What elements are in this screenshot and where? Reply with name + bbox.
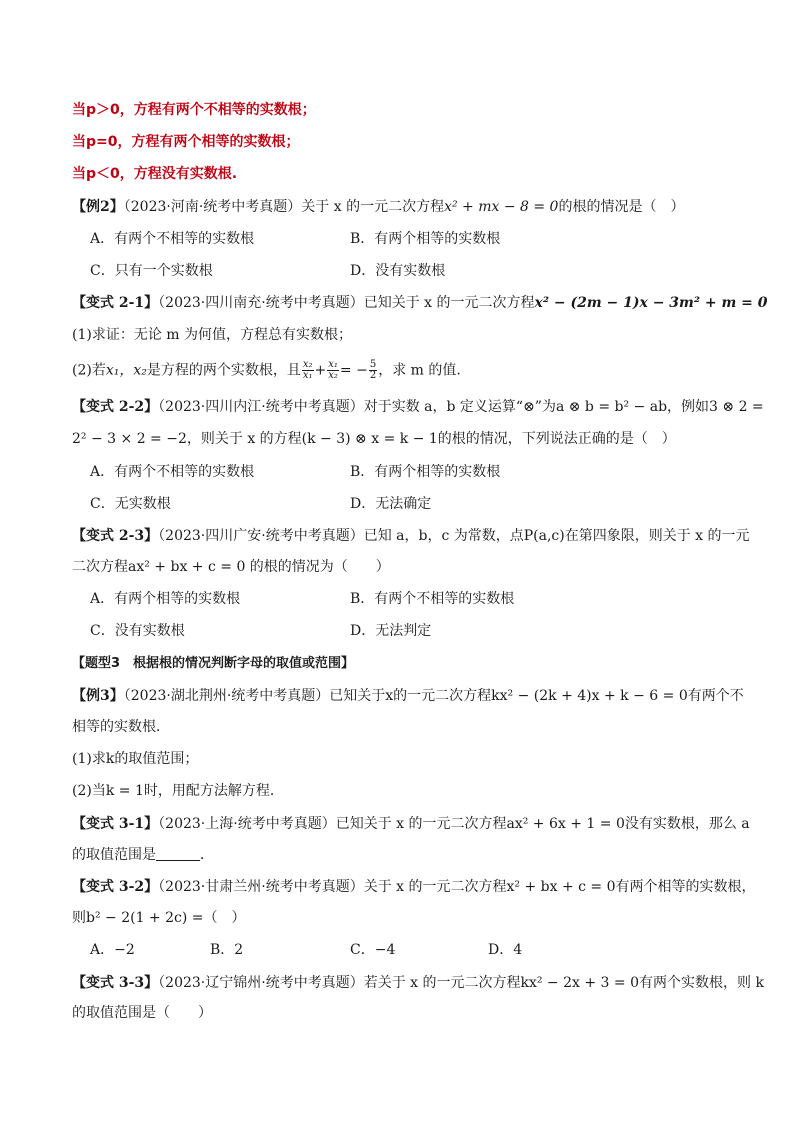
variant-2-3-line-1: （2023·四川广安·统考中考真题）已知 a，b，c 为常数，点P(a,c)在第四象限，则关于 x 的一元 bbox=[158, 528, 750, 544]
fraction-x1-over-x2: $\frac{\text{x₁}}{\text{x₂}}$ bbox=[328, 359, 338, 381]
variant-2-2-option-d[interactable]: D．无法确定 bbox=[350, 496, 432, 512]
variant-3-2-question bbox=[72, 878, 756, 896]
example-3-tag: 【例3】 bbox=[72, 688, 124, 704]
variant-2-1-part-2 bbox=[72, 360, 461, 381]
range-prompt: 的取值范围是 bbox=[72, 847, 156, 863]
example-2-option-c[interactable]: C．只有一个实数根 bbox=[90, 263, 213, 279]
condition-zero: 当p=0，方程有两个相等的实数根； bbox=[72, 134, 300, 150]
variant-2-3-option-d[interactable]: D．无法判定 bbox=[350, 623, 432, 639]
variant-3-3-tag: 【变式 3-3】 bbox=[72, 975, 159, 991]
condition-negative: 当p＜0，方程没有实数根. bbox=[72, 166, 238, 182]
variant-2-1-part-1: (1)求证：无论 m 为何值，方程总有实数根； bbox=[72, 327, 353, 343]
variant-2-3-option-a[interactable]: A．有两个相等的实数根 bbox=[90, 591, 241, 607]
variant-2-3-line-2: 二次方程ax² + bx + c = 0 的根的情况为（ ） bbox=[72, 559, 390, 575]
variant-2-1-equation: x² − (2m − 1)x − 3m² + m = 0 bbox=[534, 295, 768, 311]
variant-3-2-option-d[interactable]: D．4 bbox=[488, 942, 523, 958]
variant-3-1-question bbox=[72, 815, 750, 833]
variant-3-1-line-1: （2023·上海·统考中考真题）已知关于 x 的一元二次方程ax² + 6x + 1 = 0没有实数根，那么 a bbox=[158, 816, 750, 832]
example-2-equation: x² + mx − 8 = 0 bbox=[444, 199, 559, 215]
example-3-line-1: （2023·湖北荆州·统考中考真题）已知关于x的一元二次方程kx² − (2k + 4)x + k − 6 = 0有两个不 bbox=[123, 688, 744, 704]
example-2-source: （2023·河南·统考中考真题）关于 x 的一元二次方程 bbox=[123, 199, 445, 215]
variant-3-2-line-2: 则b² − 2(1 + 2c) =（ ） bbox=[72, 910, 246, 926]
variant-2-1-tag: 【变式 2-1】 bbox=[72, 295, 159, 311]
example-3-part-2: (2)当k = 1时，用配方法解方程． bbox=[72, 783, 284, 799]
example-2-option-b[interactable]: B．有两个相等的实数根 bbox=[350, 231, 501, 247]
condition-positive: 当p＞0，方程有两个不相等的实数根； bbox=[72, 102, 316, 118]
example-2-option-d[interactable]: D．没有实数根 bbox=[350, 263, 446, 279]
variant-3-3-line-1: （2023·辽宁锦州·统考中考真题）若关于 x 的一元二次方程kx² − 2x + 3 = 0有两个实数根，则 k bbox=[158, 975, 764, 991]
example-3-part-1: (1)求k的取值范围； bbox=[72, 751, 199, 767]
section-heading-type-3: 【题型3 根据根的情况判断字母的取值或范围】 bbox=[72, 656, 355, 671]
variant-2-2-option-c[interactable]: C．无实数根 bbox=[90, 496, 171, 512]
variant-3-3-question bbox=[72, 974, 764, 992]
variant-2-2-question bbox=[72, 398, 764, 416]
variant-2-1-question bbox=[72, 294, 768, 312]
part-2-suffix: ，求 m 的值. bbox=[378, 362, 461, 379]
part-2-prefix: (2)若 bbox=[72, 362, 106, 379]
variant-2-2-option-b[interactable]: B．有两个相等的实数根 bbox=[350, 464, 501, 480]
fraction-five-halves: $\frac{5}{2}$ bbox=[369, 359, 377, 381]
roots-variables: x₁，x₂ bbox=[105, 362, 147, 379]
example-2-option-a[interactable]: A．有两个不相等的实数根 bbox=[90, 231, 255, 247]
variant-3-2-option-b[interactable]: B．2 bbox=[210, 942, 244, 958]
example-3-question bbox=[72, 687, 744, 705]
answer-blank[interactable] bbox=[156, 846, 200, 861]
period: ． bbox=[200, 847, 214, 863]
variant-3-1-line-2 bbox=[72, 846, 214, 864]
plus-sign: + bbox=[314, 362, 327, 379]
variant-3-2-option-c[interactable]: C．−4 bbox=[350, 942, 396, 958]
variant-2-1-source: （2023·四川南充·统考中考真题）已知关于 x 的一元二次方程 bbox=[158, 295, 535, 311]
example-2-ask: 的根的情况是（ ） bbox=[558, 199, 685, 215]
variant-3-1-tag: 【变式 3-1】 bbox=[72, 816, 159, 832]
example-2-tag: 【例2】 bbox=[72, 199, 124, 215]
variant-3-3-line-2: 的取值范围是（ ） bbox=[72, 1005, 212, 1021]
variant-3-2-line-1: （2023·甘肃兰州·统考中考真题）关于 x 的一元二次方程x² + bx + c = 0有两个相等的实数根， bbox=[158, 879, 756, 895]
equals-minus: = − bbox=[339, 362, 368, 379]
variant-2-3-tag: 【变式 2-3】 bbox=[72, 528, 159, 544]
fraction-x2-over-x1: $\frac{\text{x₂}}{\text{x₁}}$ bbox=[302, 359, 313, 381]
part-2-middle: 是方程的两个实数根，且 bbox=[146, 362, 301, 379]
variant-3-2-tag: 【变式 3-2】 bbox=[72, 879, 159, 895]
example-2-question bbox=[72, 198, 684, 216]
example-3-line-2: 相等的实数根． bbox=[72, 719, 170, 735]
variant-2-3-option-b[interactable]: B．有两个不相等的实数根 bbox=[350, 591, 515, 607]
variant-2-2-line-1: （2023·四川内江·统考中考真题）对于实数 a，b 定义运算“⊗”为a ⊗ b = b² − ab，例如3 ⊗ 2 = bbox=[158, 399, 764, 415]
variant-2-3-question bbox=[72, 527, 750, 545]
variant-2-2-option-a[interactable]: A．有两个不相等的实数根 bbox=[90, 464, 255, 480]
variant-3-2-option-a[interactable]: A．−2 bbox=[90, 942, 135, 958]
variant-2-2-line-2: 2² − 3 × 2 = −2，则关于 x 的方程(k − 3) ⊗ x = k − 1的根的情况，下列说法正确的是（ ） bbox=[72, 431, 676, 447]
variant-2-3-option-c[interactable]: C．没有实数根 bbox=[90, 623, 185, 639]
variant-2-2-tag: 【变式 2-2】 bbox=[72, 399, 159, 415]
